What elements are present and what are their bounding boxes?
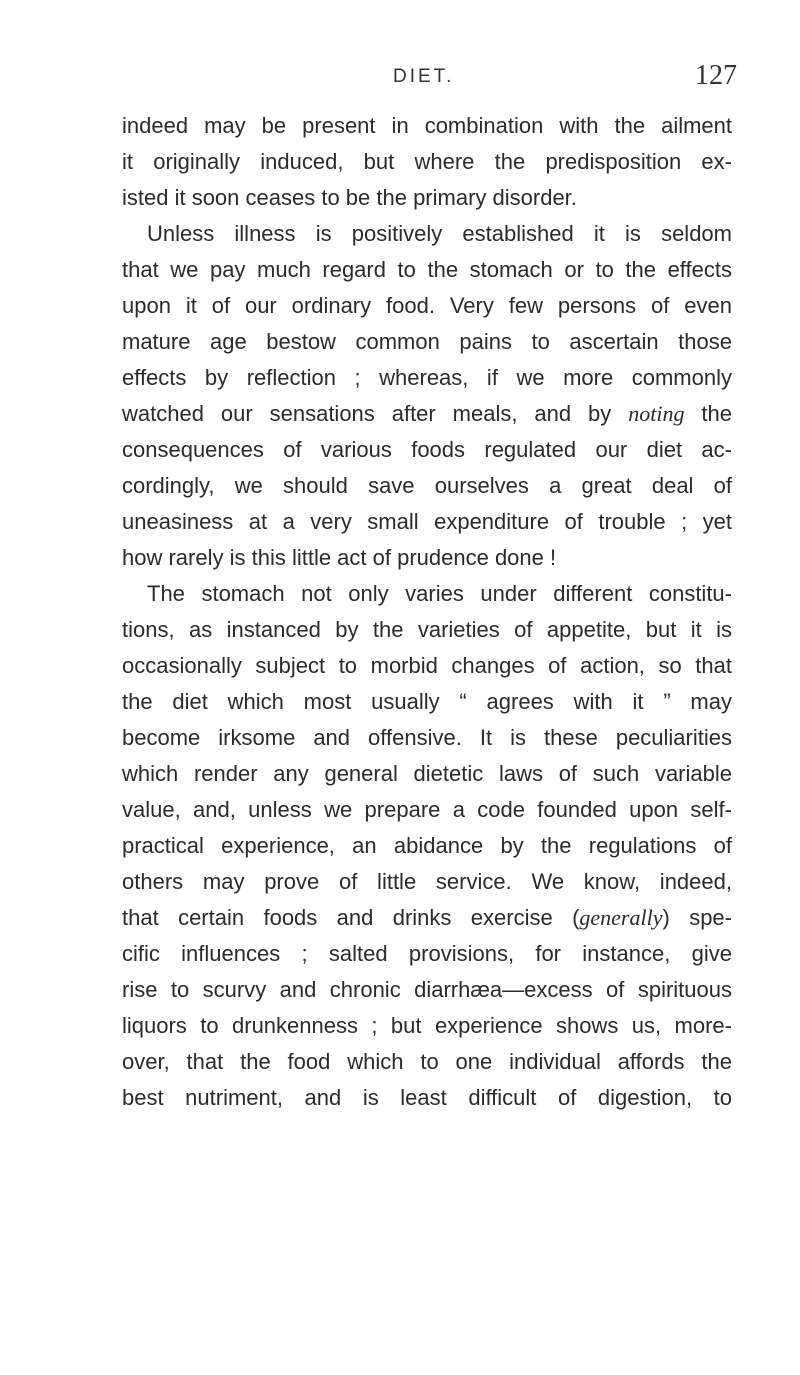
text-segment: the (684, 401, 732, 426)
text-line (122, 396, 732, 432)
text-line: the diet which most usually “ agrees with it ” may (122, 689, 732, 714)
text-line: consequences of various foods regulated our diet ac- (122, 437, 732, 462)
text-segment: watched our sensations after meals, and by (122, 401, 629, 426)
text-line: cordingly, we should save ourselves a great deal of (122, 473, 732, 498)
text-line: that we pay much regard to the stomach or to the effects (122, 257, 732, 282)
text-line: occasionally subject to morbid changes of action, so that (122, 653, 732, 678)
text-line: which render any general dietetic laws of such variable (122, 761, 732, 786)
body-text (122, 108, 732, 1116)
text-line: tions, as instanced by the varieties of appetite, but it is (122, 617, 732, 642)
text-segment: ) spe- (662, 905, 732, 930)
text-line: how rarely is this little act of prudence done ! (122, 545, 557, 570)
text-line (122, 900, 732, 936)
text-line: The stomach not only varies under different constitu- (147, 581, 732, 606)
text-line: others may prove of little service. We know, indeed, (122, 869, 732, 894)
italic-word: noting (628, 401, 685, 426)
text-line: Unless illness is positively established it is seldom (147, 221, 732, 246)
page-header (0, 58, 800, 98)
text-line: effects by reflection ; whereas, if we more commonly (122, 365, 732, 390)
text-line: indeed may be present in combination with the ailment (122, 113, 732, 138)
text-line: best nutriment, and is least difficult of digestion, to (122, 1085, 732, 1110)
text-line: mature age bestow common pains to ascertain those (122, 329, 732, 354)
text-line: value, and, unless we prepare a code founded upon self- (122, 797, 732, 822)
text-line: cific influences ; salted provisions, for instance, give (122, 941, 732, 966)
text-line: liquors to drunkenness ; but experience shows us, more- (122, 1013, 732, 1038)
running-head: DIET. (393, 66, 455, 87)
text-line: upon it of our ordinary food. Very few persons of even (122, 293, 732, 318)
text-line: isted it soon ceases to be the primary disorder. (122, 185, 577, 210)
italic-word: generally (579, 905, 663, 930)
text-line: practical experience, an abidance by the regulations of (122, 833, 732, 858)
text-line: rise to scurvy and chronic diarrhæa—excess of spirituous (122, 977, 732, 1002)
text-line: over, that the food which to one individual affords the (122, 1049, 732, 1074)
page-number: 127 (695, 60, 737, 91)
text-segment: that certain foods and drinks exercise ( (122, 905, 580, 930)
text-line: it originally induced, but where the predisposition ex- (122, 149, 732, 174)
text-line: uneasiness at a very small expenditure of trouble ; yet (122, 509, 732, 534)
text-line: become irksome and offensive. It is these peculiarities (122, 725, 732, 750)
